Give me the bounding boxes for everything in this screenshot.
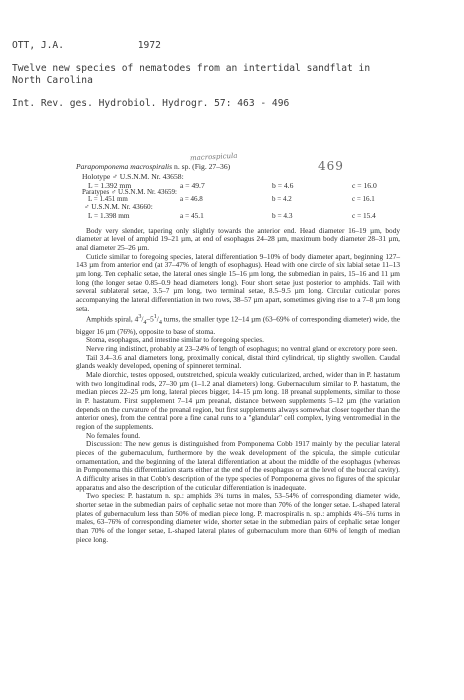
journal-citation: Int. Rev. ges. Hydrobiol. Hydrogr. 57: 463 - 496: [12, 97, 290, 109]
year: 1972: [137, 40, 161, 51]
paratype2-label: ♂ U.S.N.M. Nr. 43660:: [84, 202, 153, 211]
paragraph-females: No females found.: [86, 430, 141, 440]
species-name: Parapomponema macrospiralis: [76, 162, 173, 171]
title-line-2: North Carolina: [12, 75, 93, 86]
author: OTT, J.A.: [12, 40, 64, 51]
paragraph-tail: Tail 3.4–3.6 anal diameters long, proximally conical, distal third cylindrical, tip slightly swollen. Caudal glands weakly developed, opening of spinneret terminal.: [76, 352, 400, 371]
discussion-label: Discussion:: [86, 439, 123, 449]
paratype1-b: b = 4.2: [272, 195, 292, 203]
paratypes-label: Paratypes ♂ U.S.N.M. Nr. 43659:: [82, 188, 177, 196]
bibliographic-reference: [12, 40, 452, 110]
species-suffix: n. sp. (Fig. 27–36): [174, 162, 231, 171]
paratype1-L: L = 1.451 mm: [88, 195, 128, 203]
holotype-L: L = 1.392 mm: [88, 181, 132, 190]
paratype2-b: b = 4.3: [272, 210, 293, 220]
paragraph-male: Male diorchic, testes opposed, outstretched, spicula weakly cuticularized, arched, wider than in P. hastatum with two longitudinal rods, 27–30 µm (1–1.2 anal diameters) long. Gubernaculum similar to P. hastatum, the median pieces 22–25 µm long, lateral pieces bigger, 14–15 µm long. 18 preanal supplements, similar to those in P. hastatum. First supplement 7–14 µm preanal, distance between supplements 5–12 µm (the variation depends on the curvature of the preanal region, but first supplements always somewhat closer together than the anterior ones), from the central pore a fine canal runs to a "glandular" cell complex, lying ventromedial in the region of the supplements.: [76, 370, 401, 431]
holotype-label: Holotype ♂ U.S.N.M. Nr. 43658:: [82, 172, 184, 181]
paratype2-a: a = 45.1: [180, 210, 204, 220]
description-body: [76, 203, 400, 544]
handwritten-page-note: 469: [318, 159, 344, 173]
paragraph-body: Body very slender, tapering only slightly towards the anterior end. Head diameter 16–19 µm, body diameter at level of amphid 19–21 µm, at end of esophagus 24–28 µm, maximum body diameter 28–31 µm, anal diameter 25–26 µm.: [76, 225, 400, 252]
holotype-a: a = 49.7: [180, 181, 205, 190]
handwritten-genus-note: macrospicula: [189, 151, 238, 163]
paragraph-amphids: Amphids spiral, $4^3/_4-5^1/_4$ turns, the smaller type 12–14 µm (63–69% of corresponding diameter) wide, the bigger 16 µm (76%), opposite to base of stoma.: [76, 314, 400, 336]
title-line-1: Twelve new species of nematodes from an intertidal sandflat in: [12, 62, 371, 74]
holotype-c: c = 16.0: [352, 181, 377, 190]
paratype2-L: L = 1.398 mm: [88, 210, 130, 220]
author-year-line: [12, 40, 452, 53]
paratype1-c: c = 16.1: [352, 195, 375, 203]
species-header: [76, 162, 230, 171]
paragraph-cuticle: Cuticle similar to foregoing species, lateral differentiation 9–10% of body diameter apart, beginning 127–143 µm from anterior end (at 37–47% of length of esophagus). Head with one circle of six labial setae 11–13 µm long. Ten cephalic setae, the lateral ones single 15–16 µm long, the submedian in pairs, 15–16 and 11 µm long (the longer setae 0.85–0.9 head diameters long). Four short setae just posterior to amphids. Tail with several sublateral setae, 3.5–7 µm long, two terminal setae, 8.5–9.5 µm long. Circular cuticular pores accompanying the lateral differentiation in two rows, 38–57 µm apart, sometimes giving rise to a 7–8 µm long seta.: [76, 251, 400, 313]
paragraph-stoma: Stoma, esophagus, and intestine similar to foregoing species.: [86, 335, 264, 345]
holotype-b: b = 4.6: [272, 181, 294, 190]
paratype2-values: [76, 212, 400, 221]
paragraph-nerve-ring: Nerve ring indistinct, probably at 23–24% of length of esophagus; no ventral gland or excretory pore seen.: [86, 344, 398, 354]
paratype1-a: a = 46.8: [180, 195, 203, 203]
paragraph-species-key: Two species: P. hastatum n. sp.: amphids 3¾ turns in males, 53–54% of corresponding diameter wide, shorter setae in the submedian pairs of cephalic setae not more than 70% of the longer setae. L-shaped lateral plates of gubernaculum less than 50% of median piece long. P. macrospiralis n. sp.: amphids 4¾–5¼ turns in males, 63–76% of corresponding diameter wide, shorter setae in the submedian pairs of cephalic setae longer than 70% of the longer setae, L-shaped lateral plates of gubernaculum more than 60% of length of median piece long.: [76, 491, 400, 544]
paragraph-discussion: Discussion: The new genus is distinguished from Pomponema Cobb 1917 mainly by the peculiar lateral pieces of the gubernaculum, furthermore by the weak development of the spicula, the simple cuticular ornamentation, and the beginning of the lateral differentiation at about the middle of the esophagus (whereas in Pomponema this differentiation starts either at the end of the esophagus or at the level of the buccal cavity). A difficulty arises in that Cobb's description of the type species of Pomponema gives no figures of the spicular apparatus and also the description of the cuticular differentiation is inadequate.: [76, 439, 400, 492]
paratype2-c: c = 15.4: [352, 210, 376, 220]
